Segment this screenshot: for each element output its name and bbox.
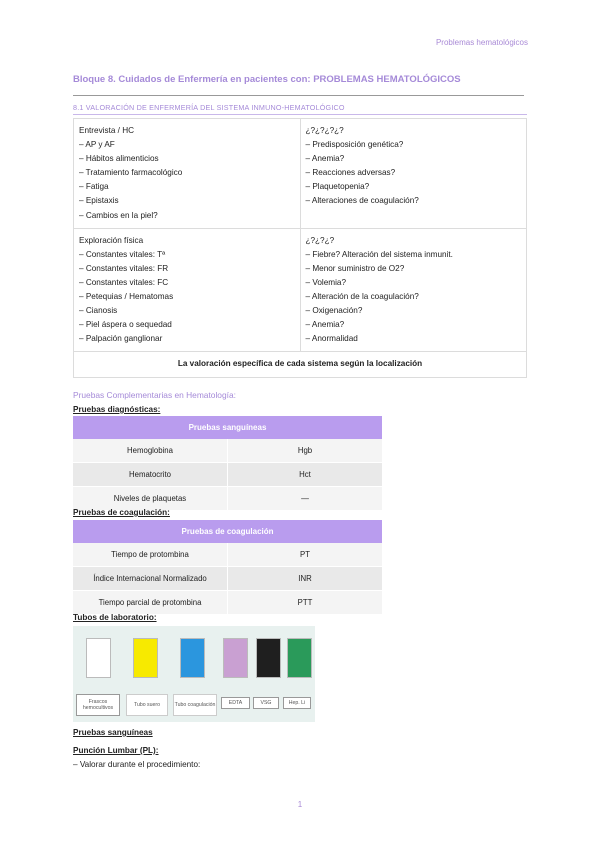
pruebas-heading: Pruebas Complementarias en Hematología: [73, 390, 236, 400]
valoracion-footer: La valoración específica de cada sistema según la localización [74, 352, 527, 377]
exploracion-cell [74, 228, 301, 352]
cell-line: – AP y AF [79, 140, 115, 150]
tube-suero [133, 638, 158, 678]
cell-line: – Constantes vitales: Tª [79, 249, 166, 259]
table-cell: Tiempo de protombina [73, 543, 228, 567]
table-cell: Tiempo parcial de protombina [73, 591, 228, 615]
table-cell: Índice Internacional Normalizado [73, 567, 228, 591]
cell-line: – Constantes vitales: FR [79, 263, 169, 273]
table-row [73, 463, 382, 487]
cell-line: – Plaquetopenia? [305, 182, 370, 192]
tube-coagulacion [180, 638, 205, 678]
table-cell: — [228, 487, 383, 511]
cell-line: – Hábitos alimenticios [79, 154, 159, 164]
tube-label: Tubo suero [126, 694, 168, 716]
entrevista-questions-cell [300, 119, 527, 229]
section-title: 8.1 VALORACIÓN DE ENFERMERÍA DEL SISTEMA INMUNO-HEMATOLÓGICO [73, 103, 345, 112]
cell-line: – Petequias / Hematomas [79, 292, 174, 302]
sanguineas-label: Pruebas sanguíneas [73, 728, 153, 737]
table-cell: PTT [228, 591, 383, 615]
cell-line: – Predisposición genética? [305, 140, 404, 150]
cell-line: Exploración física [79, 235, 144, 245]
coagulacion-table [73, 520, 382, 615]
table-cell: Hgb [228, 439, 383, 463]
cell-line: Entrevista / HC [79, 126, 135, 135]
cell-line: – Volemia? [305, 277, 347, 287]
cell-line: – Palpación ganglionar [79, 334, 163, 344]
cell-line: – Fatiga [79, 182, 109, 192]
cell-line: – Reacciones adversas? [305, 168, 396, 178]
tube-label: Tubo coagulación [173, 694, 217, 716]
cell-line: – Alteraciones de coagulación? [305, 196, 419, 206]
cell-line: – Epistaxis [79, 196, 119, 206]
tube-label: Hep. Li [283, 697, 311, 709]
page-number: 1 [297, 800, 303, 809]
divider [73, 95, 524, 96]
cell-line: – Cambios en la piel? [79, 210, 158, 220]
coagulacion-label: Pruebas de coagulación: [73, 508, 170, 517]
tube-edta [223, 638, 248, 678]
sanguineas-table [73, 416, 382, 511]
cell-line: – Anemia? [305, 154, 345, 164]
bloque-title: Bloque 8. Cuidados de Enfermería en pacientes con: PROBLEMAS HEMATOLÓGICOS [73, 74, 461, 85]
cell-line: – Oxigenación? [305, 306, 363, 316]
tube-label: EDTA [221, 697, 250, 709]
cell-line: – Anormalidad [305, 334, 358, 344]
table-row [73, 567, 382, 591]
tube-label: VSG [253, 697, 279, 709]
tubos-label: Tubos de laboratorio: [73, 613, 157, 622]
cell-line: – Fiebre? Alteración del sistema inmunit. [305, 249, 453, 259]
tube-hep-li [287, 638, 312, 678]
table-cell: INR [228, 567, 383, 591]
valoracion-table [73, 118, 527, 378]
running-header: Problemas hematológicos [435, 38, 528, 47]
table-row [73, 543, 382, 567]
table-cell: Niveles de plaquetas [73, 487, 228, 511]
cell-line: – Piel áspera o sequedad [79, 320, 172, 330]
cell-line: – Tratamiento farmacológico [79, 168, 183, 178]
cell-line: ¿?¿?¿? [305, 235, 335, 245]
cell-line: – Menor suministro de O2? [305, 263, 405, 273]
table-row [73, 487, 382, 511]
table-header: Pruebas de coagulación [73, 520, 382, 543]
table-cell: Hct [228, 463, 383, 487]
puncion-text: – Valorar durante el procedimiento: [73, 760, 201, 769]
tube-hemocultivo [86, 638, 111, 678]
cell-line: – Alteración de la coagulación? [305, 292, 419, 302]
table-row [73, 439, 382, 463]
entrevista-cell [74, 119, 301, 229]
table-cell: Hematocrito [73, 463, 228, 487]
diagnosticas-label: Pruebas diagnósticas: [73, 405, 161, 414]
cell-line: – Anemia? [305, 320, 345, 330]
cell-line: – Cianosis [79, 306, 118, 316]
cell-line: ¿?¿?¿?¿? [305, 126, 344, 135]
section-divider [73, 114, 527, 115]
table-row [73, 591, 382, 615]
tube-label: Frascos hemocultivos [76, 694, 120, 716]
table-cell: Hemoglobina [73, 439, 228, 463]
puncion-label: Punción Lumbar (PL): [73, 746, 159, 755]
table-cell: PT [228, 543, 383, 567]
tube-vsg [256, 638, 281, 678]
exploracion-questions-cell [300, 228, 527, 352]
lab-tubes-figure [73, 626, 315, 722]
cell-line: – Constantes vitales: FC [79, 277, 169, 287]
table-header: Pruebas sanguíneas [73, 416, 382, 439]
